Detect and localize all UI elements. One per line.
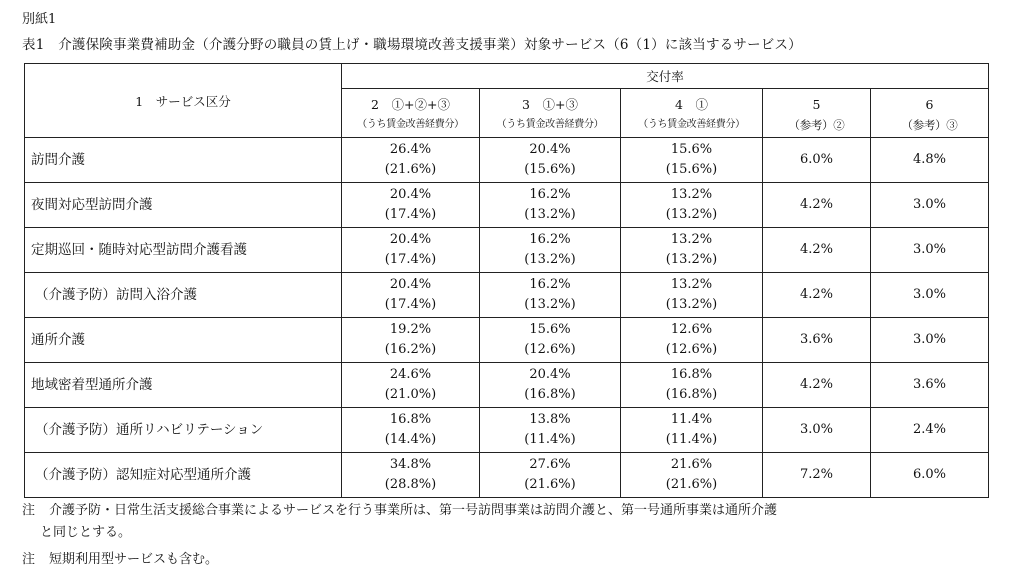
wage-improvement-rate: (16.8%): [665, 387, 718, 402]
table-row: [25, 363, 989, 408]
rate-cell: [621, 453, 763, 498]
rate-value: 13.2%: [670, 187, 713, 202]
service-name-cell: 訪問介護: [25, 138, 342, 183]
rate-cell: [621, 408, 763, 453]
column-header: [480, 89, 621, 138]
rate-header: 交付率: [342, 64, 989, 89]
rate-cell: [342, 273, 480, 318]
table-row: [25, 138, 989, 183]
rate-value: 20.4%: [529, 142, 571, 157]
rate-cell: [621, 273, 763, 318]
service-name-cell: 地域密着型通所介護: [25, 363, 342, 408]
subsidy-rate-table: [24, 63, 989, 498]
rate-cell: [342, 138, 480, 183]
rate-value: 15.6%: [670, 142, 713, 157]
table-row: [25, 228, 989, 273]
reference-rate-cell: 3.0%: [871, 318, 989, 363]
rate-cell: [480, 183, 621, 228]
reference-rate-cell: 3.0%: [763, 408, 871, 453]
reference-rate-cell: 4.2%: [763, 273, 871, 318]
reference-rate-cell: 4.2%: [763, 228, 871, 273]
wage-improvement-rate: (13.2%): [665, 252, 718, 267]
wage-improvement-rate: (21.6%): [384, 162, 437, 177]
reference-rate-cell: 4.2%: [763, 363, 871, 408]
rate-cell: [621, 138, 763, 183]
column-header: [871, 89, 989, 138]
rate-cell: [480, 318, 621, 363]
table-row: [25, 408, 989, 453]
rate-value: 27.6%: [529, 457, 571, 472]
table-row: [25, 273, 989, 318]
note-short-term: [22, 548, 218, 567]
note-general-support: [22, 500, 1002, 544]
table-row: [25, 318, 989, 363]
column-header: [763, 89, 871, 138]
rate-value: 16.2%: [529, 187, 571, 202]
reference-rate-cell: 2.4%: [871, 408, 989, 453]
column-header-main: 5: [812, 97, 821, 112]
note-text-continued: と同じとする。: [40, 525, 132, 540]
wage-improvement-rate: (13.2%): [665, 297, 718, 312]
reference-rate-cell: 3.6%: [871, 363, 989, 408]
column-header-main: 4 ①: [675, 97, 708, 112]
column-header: [621, 89, 763, 138]
rate-value: 20.4%: [389, 277, 432, 292]
wage-improvement-rate: (14.4%): [384, 432, 437, 447]
column-header-sub: （うち賃金改善経費分）: [638, 119, 745, 130]
service-category-header: 1 サービス区分: [25, 64, 342, 138]
wage-improvement-rate: (11.4%): [524, 432, 576, 447]
rate-value: 16.8%: [389, 412, 432, 427]
rate-value: 20.4%: [389, 232, 432, 247]
wage-improvement-rate: (12.6%): [665, 342, 718, 357]
wage-improvement-rate: (13.2%): [524, 207, 576, 222]
wage-improvement-rate: (13.2%): [524, 252, 576, 267]
service-name-cell: （介護予防）認知症対応型通所介護: [25, 453, 342, 498]
service-name-cell: 通所介護: [25, 318, 342, 363]
wage-improvement-rate: (16.8%): [524, 387, 576, 402]
rate-value: 26.4%: [389, 142, 432, 157]
note-label: 注: [22, 503, 36, 518]
rate-cell: [342, 408, 480, 453]
service-name-cell: （介護予防）通所リハビリテーション: [25, 408, 342, 453]
table-row: [25, 453, 989, 498]
rate-value: 20.4%: [529, 367, 571, 382]
reference-rate-cell: 3.0%: [871, 183, 989, 228]
wage-improvement-rate: (12.6%): [524, 342, 576, 357]
wage-improvement-rate: (21.6%): [665, 477, 718, 492]
note-label: 注: [22, 552, 36, 567]
rate-cell: [480, 363, 621, 408]
rate-cell: [621, 363, 763, 408]
column-header-sub: （うち賃金改善経費分）: [496, 119, 604, 130]
rate-cell: [621, 318, 763, 363]
rate-cell: [342, 363, 480, 408]
rate-value: 13.2%: [670, 232, 713, 247]
note-text: 介護予防・日常生活支援総合事業によるサービスを行う事業所は、第一号訪問事業は訪問介護と、第一号通所事業は通所介護: [49, 503, 778, 518]
rate-value: 11.4%: [670, 412, 713, 427]
rate-cell: [480, 273, 621, 318]
rate-cell: [480, 138, 621, 183]
reference-rate-cell: 3.6%: [763, 318, 871, 363]
rate-value: 21.6%: [670, 457, 713, 472]
rate-value: 24.6%: [389, 367, 432, 382]
wage-improvement-rate: (15.6%): [665, 162, 718, 177]
wage-improvement-rate: (28.8%): [384, 477, 437, 492]
wage-improvement-rate: (17.4%): [384, 297, 437, 312]
rate-cell: [342, 183, 480, 228]
annex-label: 別紙1: [22, 12, 57, 27]
reference-rate-cell: 3.0%: [871, 273, 989, 318]
table-row: [25, 183, 989, 228]
column-header-main: 3 ①+③: [522, 97, 578, 112]
wage-improvement-rate: (21.0%): [384, 387, 437, 402]
note-text: 短期利用型サービスも含む。: [49, 552, 219, 567]
wage-improvement-rate: (16.2%): [384, 342, 437, 357]
rate-cell: [480, 453, 621, 498]
reference-rate-cell: 3.0%: [871, 228, 989, 273]
wage-improvement-rate: (15.6%): [524, 162, 576, 177]
rate-value: 19.2%: [389, 322, 432, 337]
rate-value: 16.2%: [529, 232, 571, 247]
rate-value: 13.2%: [670, 277, 713, 292]
reference-rate-cell: 6.0%: [763, 138, 871, 183]
service-name-cell: 定期巡回・随時対応型訪問介護看護: [25, 228, 342, 273]
wage-improvement-rate: (11.4%): [665, 432, 718, 447]
rate-cell: [342, 228, 480, 273]
service-name-cell: 夜間対応型訪問介護: [25, 183, 342, 228]
rate-cell: [480, 228, 621, 273]
rate-cell: [342, 453, 480, 498]
rate-value: 15.6%: [529, 322, 571, 337]
rate-value: 12.6%: [670, 322, 713, 337]
reference-rate-cell: 6.0%: [871, 453, 989, 498]
wage-improvement-rate: (17.4%): [384, 207, 437, 222]
column-header-main: 6: [925, 97, 934, 112]
rate-cell: [621, 183, 763, 228]
reference-rate-cell: 4.8%: [871, 138, 989, 183]
reference-rate-cell: 4.2%: [763, 183, 871, 228]
rate-value: 20.4%: [389, 187, 432, 202]
rate-value: 34.8%: [389, 457, 432, 472]
wage-improvement-rate: (21.6%): [524, 477, 576, 492]
reference-rate-cell: 7.2%: [763, 453, 871, 498]
rate-value: 16.2%: [529, 277, 571, 292]
column-header-sub: （参考）③: [901, 118, 958, 132]
rate-cell: [480, 408, 621, 453]
rate-value: 13.8%: [529, 412, 571, 427]
table-caption: 表1 介護保険事業費補助金（介護分野の職員の賃上げ・職場環境改善支援事業）対象サービス（6（1）に該当するサービス）: [22, 37, 802, 53]
service-name-cell: （介護予防）訪問入浴介護: [25, 273, 342, 318]
wage-improvement-rate: (13.2%): [665, 207, 718, 222]
wage-improvement-rate: (17.4%): [384, 252, 437, 267]
column-header-main: 2 ①+②+③: [371, 97, 450, 112]
column-header-sub: （うち賃金改善経費分）: [357, 119, 464, 130]
wage-improvement-rate: (13.2%): [524, 297, 576, 312]
column-header: [342, 89, 480, 138]
rate-value: 16.8%: [670, 367, 713, 382]
rate-cell: [621, 228, 763, 273]
rate-cell: [342, 318, 480, 363]
column-header-sub: （参考）②: [788, 118, 845, 132]
